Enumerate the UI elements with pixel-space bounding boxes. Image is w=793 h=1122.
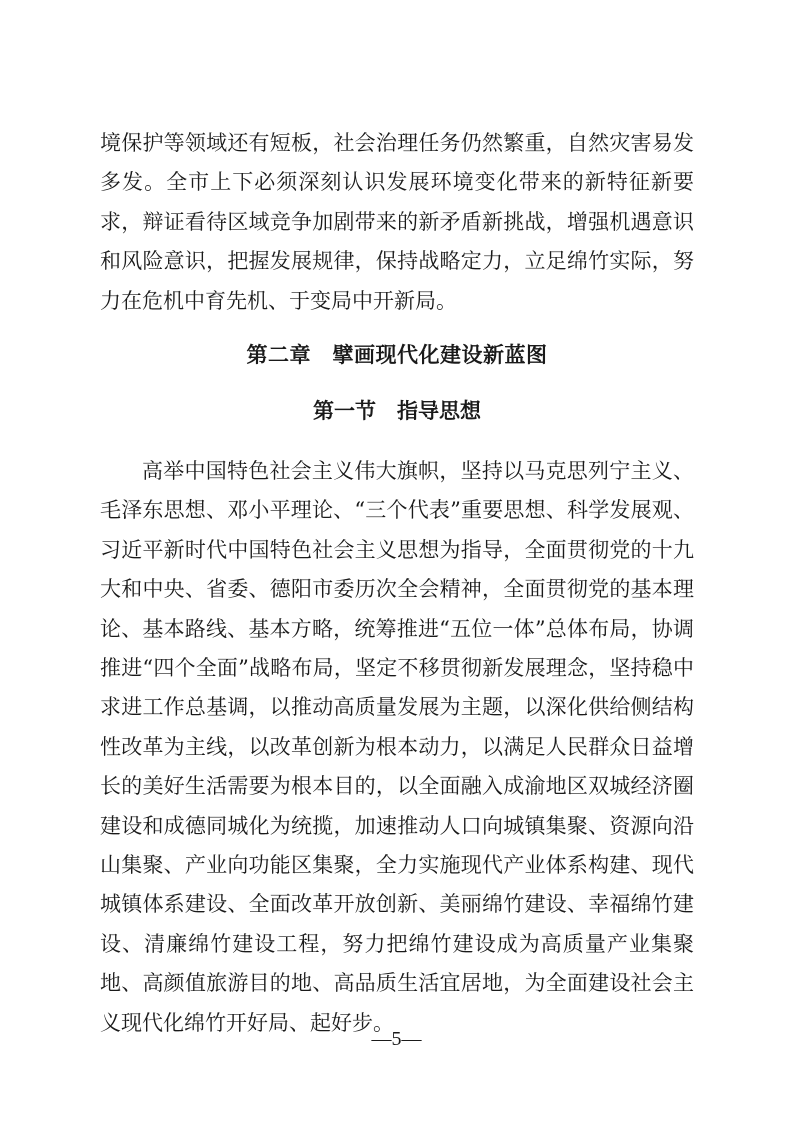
chapter-heading: 第二章 擘画现代化建设新蓝图 <box>246 343 548 367</box>
paragraph-guiding-ideology: 高举中国特色社会主义伟大旗帜，坚持以马克思列宁主义、毛泽东思想、邓小平理论、“三个代表”重要思想、科学发展观、习近平新时代中国特色社会主义思想为指导，全面贯彻党的十九大和中央、省委、德阳市委历次全会精神，全面贯彻党的基本理论、基本路线、基本方略，统筹推进“五位一体”总体布局，协调推进“四个全面”战略布局，坚定不移贯彻新发展理念，坚持稳中求进工作总基调，以推动高质量发展为主题，以深化供给侧结构性改革为主线，以改革创新为根本动力，以满足人民群众日益增长的美好生活需要为根本目的，以全面融入成渝地区双城经济圈建设和成德同城化为统揽，加速推动人口向城镇集聚、资源向沿山集聚、产业向功能区集聚，全力实施现代产业体系构建、现代城镇体系建设、全面改革开放创新、美丽绵竹建设、幸福绵竹建设、清廉绵竹建设工程，努力把绵竹建设成为高质量产业集聚地、高颜值旅游目的地、高品质生活宜居地，为全面建设社会主义现代化绵竹开好局、起好步。 <box>100 459 694 1035</box>
section-heading: 第一节 指导思想 <box>313 399 481 423</box>
paragraph-continuation: 境保护等领域还有短板，社会治理任务仍然繁重，自然灾害易发多发。全市上下必须深刻认识发展环境变化带来的新特征新要求，辩证看待区域竞争加剧带来的新矛盾新挑战，增强机遇意识和风险意识，把握发展规律，保持战略定力，立足绵竹实际，努力在危机中育先机、于变局中开新局。 <box>100 131 694 313</box>
page-number: —5— <box>371 1028 422 1050</box>
